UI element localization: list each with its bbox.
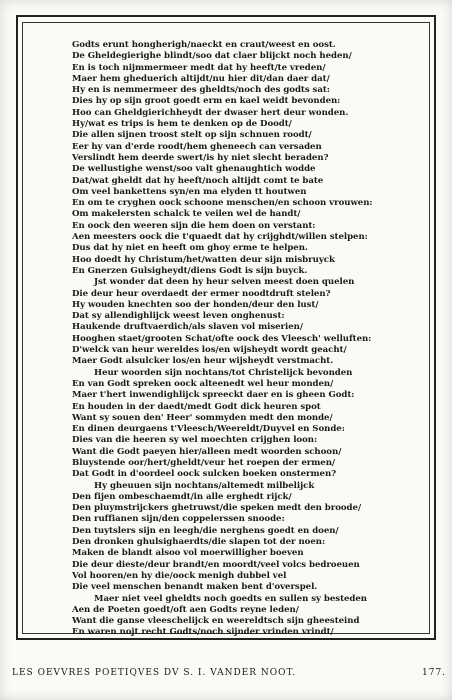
poem-text-block [72, 40, 402, 638]
poem-line: Eer hy van d'erde roodt/hem gheneech can versaden [72, 141, 322, 152]
poem-line: Dat/wat gheldt dat hy heeft/noch altijdt comt te bate [72, 175, 324, 186]
poem-line: Dies van die heeren sy wel moechten crijghen loon: [72, 435, 318, 446]
poem-line: D'welck van heur wereldes los/en wijsheydt wordt geacht/ [72, 345, 347, 356]
poem-line: Bluystende oor/hert/gheldt/veur het roepen der ermen/ [72, 457, 335, 468]
poem-line: Want sy souen den' Heer' sommyden medt den monde/ [72, 412, 333, 423]
poem-line: Hy en is nemmermeer des gheldts/noch des godts sat: [72, 85, 330, 96]
poem-line: Vol hooren/en hy die/oock menigh dubbel vel [72, 570, 287, 581]
poem-line: Jst wonder dat deen hy heur selven meest doen quelen [94, 277, 355, 288]
poem-line: Hoo doedt hy Christum/het/watten deur sijn misbruyck [72, 254, 335, 265]
poem-line: Den fijen ombeschaemdt/in alle erghedt rijck/ [72, 491, 292, 502]
poem-line: Dat sy allendighlijck weest leven onghenust: [72, 311, 285, 322]
poem-line: Maer hem gheduerich altijdt/nu hier dit/dan daer dat/ [72, 73, 330, 84]
poem-line: Hoo can Gheldgierichheydt der dwaser hert deur wonden. [72, 107, 349, 118]
poem-line: En om te cryghen oock schoone menschen/en schoon vrouwen: [72, 198, 373, 209]
poem-line: En is toch nijmmermeer medt dat hy heeft/te vreden/ [72, 62, 326, 73]
poem-line: Want die ganse vleeschelijck en weereldtsch sijn gheesteind [72, 616, 360, 627]
poem-line: Die deur heur overdaedt der ermer noodtdruft stelen? [72, 288, 331, 299]
poem-line: En oock den weeren sijn die hem doen on verstant: [72, 220, 316, 231]
poem-line: Dies hy op sijn groot goedt erm en kael weidt bevonden: [72, 96, 341, 107]
page-footer [0, 664, 452, 684]
poem-line: Maer Godt alsulcker los/en heur wijsheydt verstmacht. [72, 356, 334, 367]
poem-line: Den dronken ghulsighaerdts/die slapen tot der noen: [72, 537, 326, 548]
poem-line: Haukende druftvaerdich/als slaven vol miserien/ [72, 322, 303, 333]
poem-line: Hy/wat es trips is hem te denken op de Doodt/ [72, 119, 292, 130]
poem-line: De wellustighe wenst/soo valt ghenaughtich wodde [72, 164, 316, 175]
poem-line: Den ruffianen sijn/den coppelerssen snoode: [72, 514, 285, 525]
poem-line: En waren nojt recht Godts/noch sijnder vrinden vrindt/ [72, 627, 334, 638]
poem-line: Hy wouden knechten soo der honden/deur den lust/ [72, 299, 319, 310]
poem-line: Dat Godt in d'oordeel oock sulcken boeken onstermen? [72, 469, 337, 480]
poem-line: Om veel bankettens syn/en ma elyden tt houtwen [72, 186, 307, 197]
poem-line: Hooghen staet/grooten Schat/ofte oock des Vleesch' welluften: [72, 333, 372, 344]
poem-line: Godts erunt hongherigh/naeckt en craut/weest en oost. [72, 40, 336, 50]
poem-line: Die deur dieste/deur brandt/en moordt/veel volcs bedroeuen [72, 559, 360, 570]
poem-line: En dinen deurgaens t'Vleesch/Weereldt/Duyvel en Sonde: [72, 424, 345, 435]
poem-line: De Gheldegierighe blindt/soo dat claer blijckt noch heden/ [72, 51, 352, 62]
poem-line: En van Godt spreken oock alteenedt wel heur monden/ [72, 378, 334, 389]
poem-line: Maer t'hert inwendighlijck spreeckt daer en is gheen Godt: [72, 390, 355, 401]
poem-line: Want die Godt paeyen hier/alleen medt woorden schoon/ [72, 446, 342, 457]
poem-line: Hy gheuuen sijn nochtans/altemedt milbelijck [94, 480, 315, 491]
poem-line: Maken de blandt alsoo vol moerwilligher boeven [72, 548, 304, 559]
poem-line: Den tuytslers sijn en leegh/die nerghens goedt en doen/ [72, 525, 339, 536]
running-title: LES OEVVRES POETIQVES DV S. I. VANDER NOOT. [12, 668, 297, 678]
poem-line: Aen meesters oock die t'quaedt dat hy crijghdt/willen stelpen: [72, 232, 368, 243]
poem-line: Die allen sijnen troost stelt op sijn schnuen roodt/ [72, 130, 312, 141]
poem-line: Aen de Poeten goedt/oft aen Godts reyne leden/ [72, 604, 299, 615]
poem-line: Dus dat hy niet en heeft om ghoy erme te helpen. [72, 243, 308, 254]
poem-line: Om makelersten schalck te veilen wel de handt/ [72, 209, 301, 220]
poem-line: Maer niet veel gheldts noch goedts en sullen sy besteden [94, 593, 367, 604]
page-number: 177. [422, 668, 447, 678]
poem-line: En houden in der daedt/medt Godt dick heuren spot [72, 401, 321, 412]
poem-line: Den pluymstrijckers ghetruwst/die speken medt den broode/ [72, 503, 362, 514]
poem-line: Heur woorden sijn nochtans/tot Christelijck bevonden [94, 367, 353, 378]
poem-line: Verslindt hem deerde swert/is hy niet slecht beraden? [72, 152, 329, 163]
poem-line: En Gnerzen Gulsigheydt/diens Godt is sijn buyck. [72, 265, 308, 276]
poem-line: Die veel menschen benandt maken bent d'overspel. [72, 582, 318, 593]
